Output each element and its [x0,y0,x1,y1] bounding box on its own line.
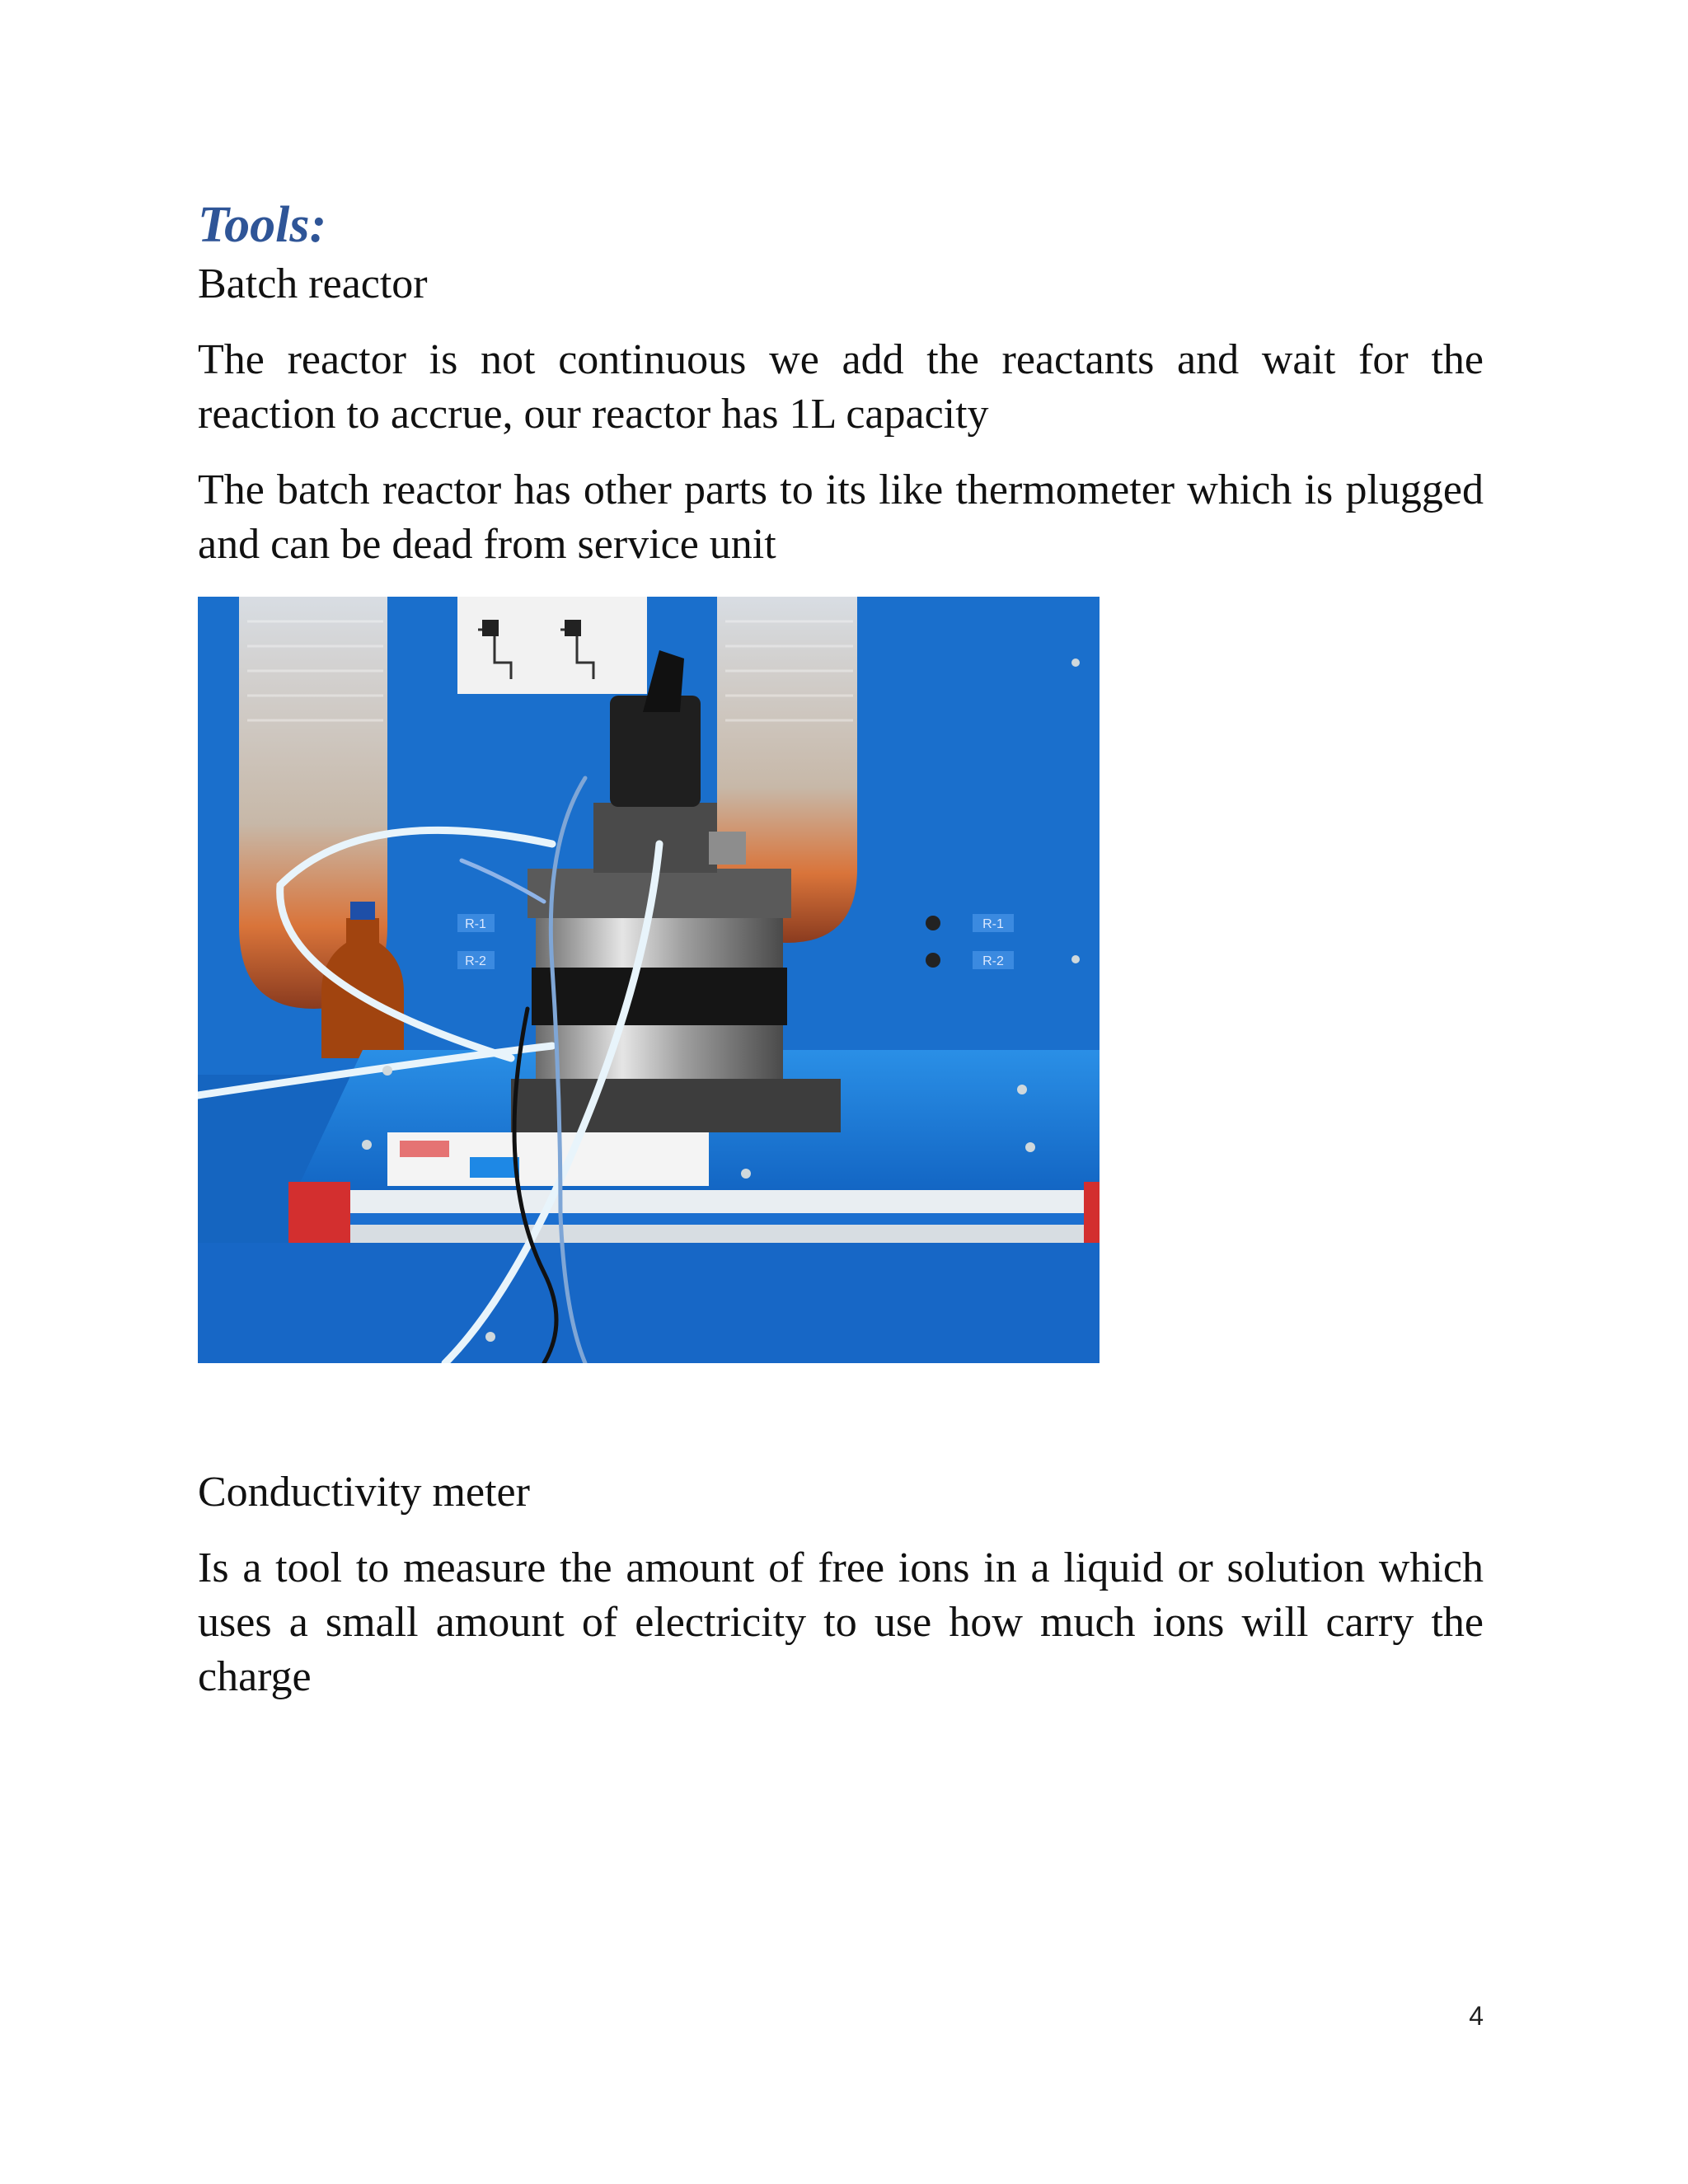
batch-reactor-paragraph-1: The reactor is not continuous we add the reactants and wait for the reaction to accrue, our reactor has 1L capacity [198,336,1484,438]
section-heading-tools: Tools: [198,197,327,253]
batch-reactor-title: Batch reactor [198,260,428,307]
photo-label-r1-right: R-1 [982,917,1004,931]
batch-reactor-illustration [198,597,1100,1363]
photo-label-r2-right: R-2 [982,954,1004,968]
photo-label-r1-left: R-1 [465,917,486,931]
photo-label-r2-left: R-2 [465,954,486,968]
conductivity-meter-title: Conductivity meter [198,1469,530,1516]
page-number: 4 [1469,2001,1484,2031]
conductivity-meter-paragraph: Is a tool to measure the amount of free ions in a liquid or solution which uses a small amount of electricity to use how much ions will carry the charge [198,1544,1484,1700]
batch-reactor-photo [198,597,1100,1363]
batch-reactor-paragraph-2: The batch reactor has other parts to its like thermometer which is plugged and can be dead from service unit [198,466,1484,568]
